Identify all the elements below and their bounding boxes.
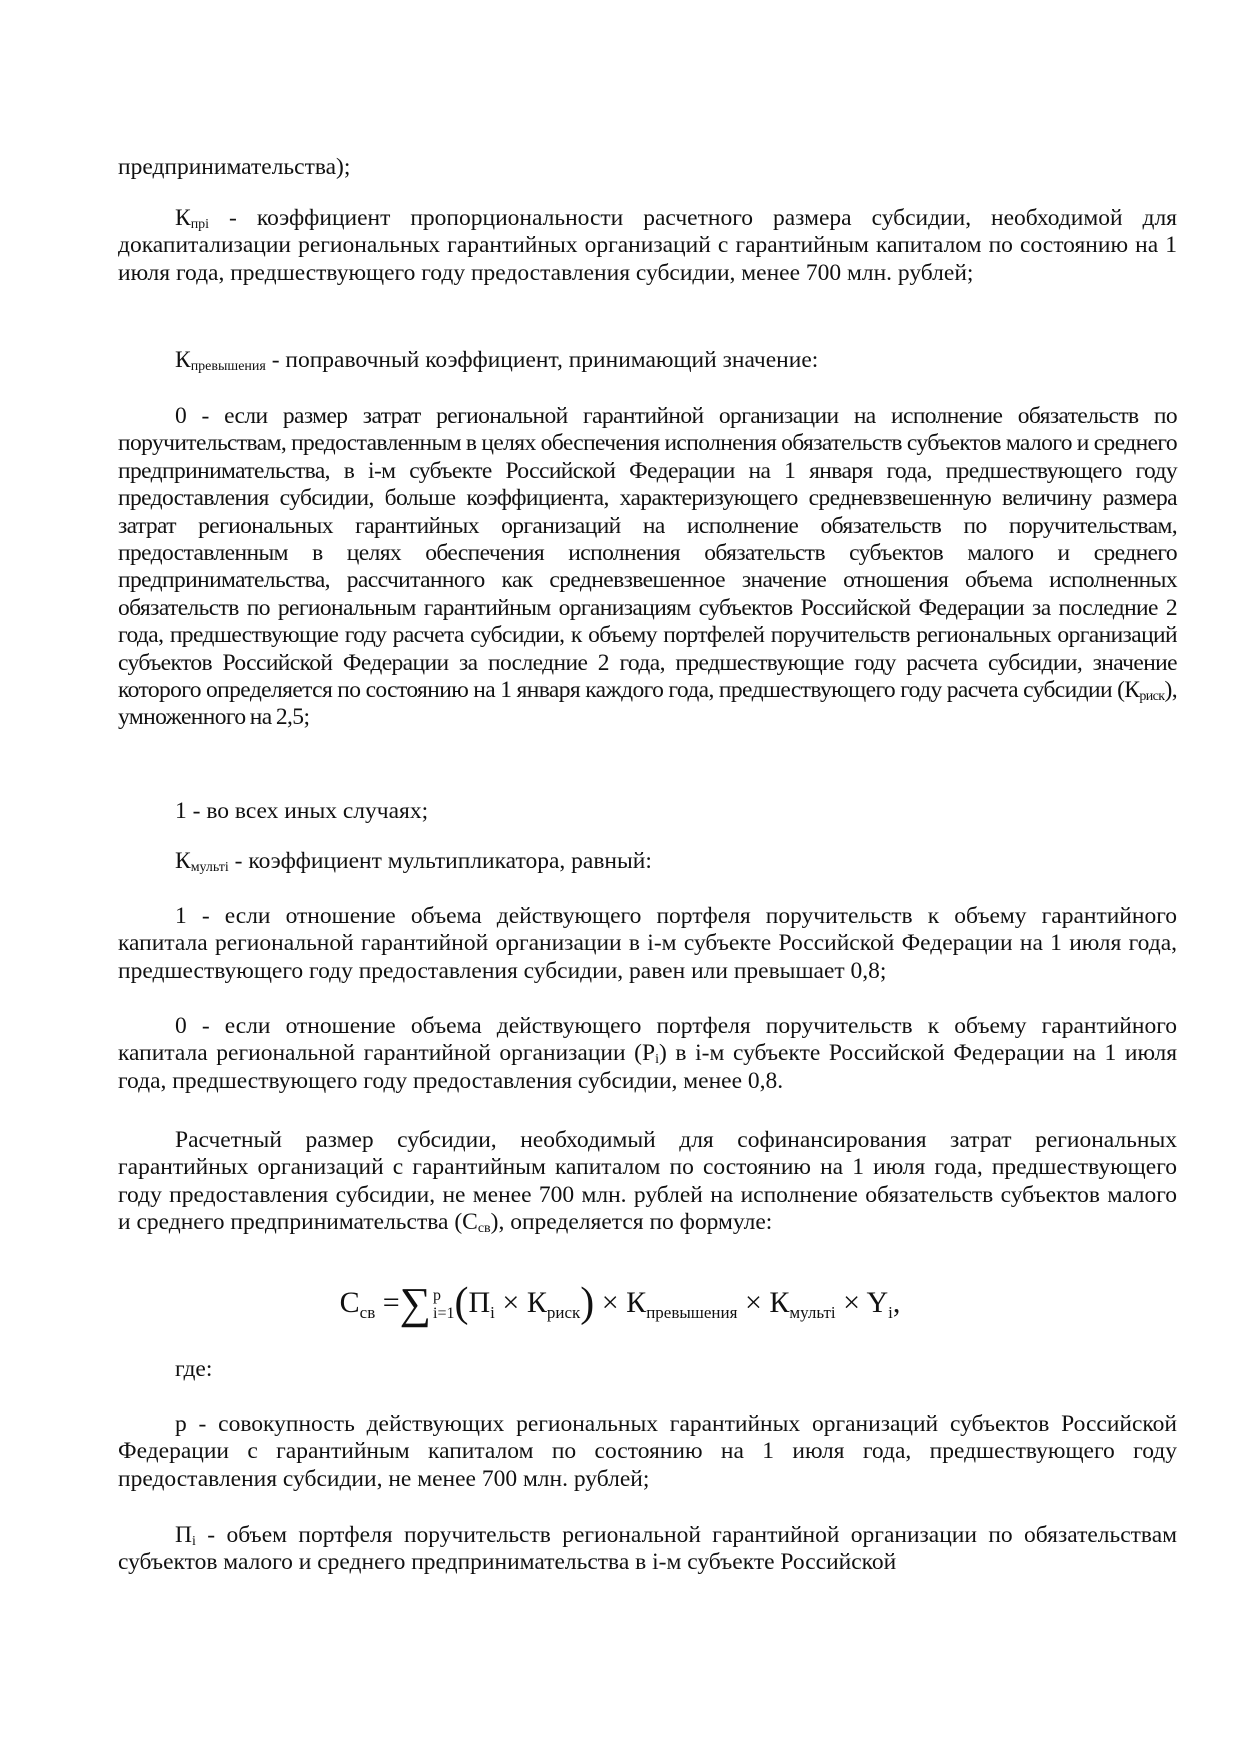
paragraph-multi-zero: 0 - если отношение объема действующего портфеля поручительств к объему гарантийного капитала региональной гарантийной организации $(Р_i)$ в i-м субъекте Российской Федерации на 1 июля года, предшествующего году предоставления субсидии, менее 0,8.: [118, 1013, 1178, 1094]
paragraph-continuation: предпринимательства);: [118, 154, 351, 180]
paragraph-zero-case: 0 - если размер затрат региональной гарантийной организации на исполнение обязательств по поручительствам, предоставленным в целях обеспечения исполнения обязательств субъектов малого и среднего предпринимательства, в i-м субъекте Российской Федерации на 1 января года, предшествующего году предоставления субсидии, больше коэффициента, характеризующего средневзвешенную величину размера затрат региональных гарантийных организаций на исполнение обязательств по поручительствам, предоставленным в целях обеспечения исполнения обязательств субъектов малого и среднего предпринимательства, рассчитанного как средневзвешенное значение отношения объема исполненных обязательств по региональным гарантийным организациям субъектов Российской Федерации за последние 2 года, предшествующие году расчета субсидии, к объему портфелей поручительств региональных организаций субъектов Российской Федерации за последние 2 года, предшествующие году расчета субсидии, значение которого определяется по состоянию на 1 января каждого года, предшествующего году расчета субсидии $(К_{риск})$, умноженного на 2,5;: [118, 403, 1177, 731]
subscript: прi: [190, 217, 210, 232]
paragraph-k-excess: $К_{превышения}$ - поправочный коэффициент, принимающий значение:: [175, 347, 819, 374]
paragraph-p-definition: р - совокупность действующих региональных гарантийных организаций субъектов Российской Федерации с гарантийным капиталом по состоянию на 1 июля года, предшествующего году предоставления субсидии, не менее 700 млн. рублей;: [118, 1411, 1177, 1492]
paragraph-k-multi: $К_{мультi}$ - коэффициент мультипликатора, равный:: [175, 848, 652, 875]
sum-symbol: ∑: [399, 1279, 432, 1328]
paragraph-k-pri: $К_{прi}$ - коэффициент пропорциональности расчетного размера субсидии, необходимой для докапитализации региональных гарантийных организаций с гарантийным капиталом по состоянию на 1 июля года, предшествующего году предоставления субсидии, менее 700 млн. рублей;: [118, 205, 1177, 286]
paragraph-pi-definition: $П_i$ - объем портфеля поручительств региональной гарантийной организации по обязательствам субъектов малого и среднего предпринимательства в i-м субъекте Российской: [118, 1522, 1177, 1576]
sum-limits: р i=1: [433, 1287, 455, 1323]
formula: $С_{св}$ =∑ р $i=1(П_i \times К_{риск}) \times К_{превышения} \times К_{мультi} \times Y_i$,: [339, 1279, 901, 1328]
paragraph-one-case: 1 - во всех иных случаях;: [175, 798, 429, 824]
paragraph-where: где:: [175, 1356, 213, 1382]
symbol: К: [175, 205, 191, 231]
paragraph-multi-one: 1 - если отношение объема действующего портфеля поручительств к объему гарантийного капитала региональной гарантийной организации в i-м субъекте Российской Федерации на 1 июля года, предшествующего году предоставления субсидии, равен или превышает 0,8;: [118, 903, 1177, 984]
paragraph-calculation: Расчетный размер субсидии, необходимый для софинансирования затрат региональных гарантийных организаций с гарантийным капиталом по состоянию на 1 июля года, предшествующего году предоставления субсидии, не менее 700 млн. рублей на исполнение обязательств субъектов малого и среднего предпринимательства $(С_{св})$, определяется по формуле:: [118, 1127, 1177, 1237]
